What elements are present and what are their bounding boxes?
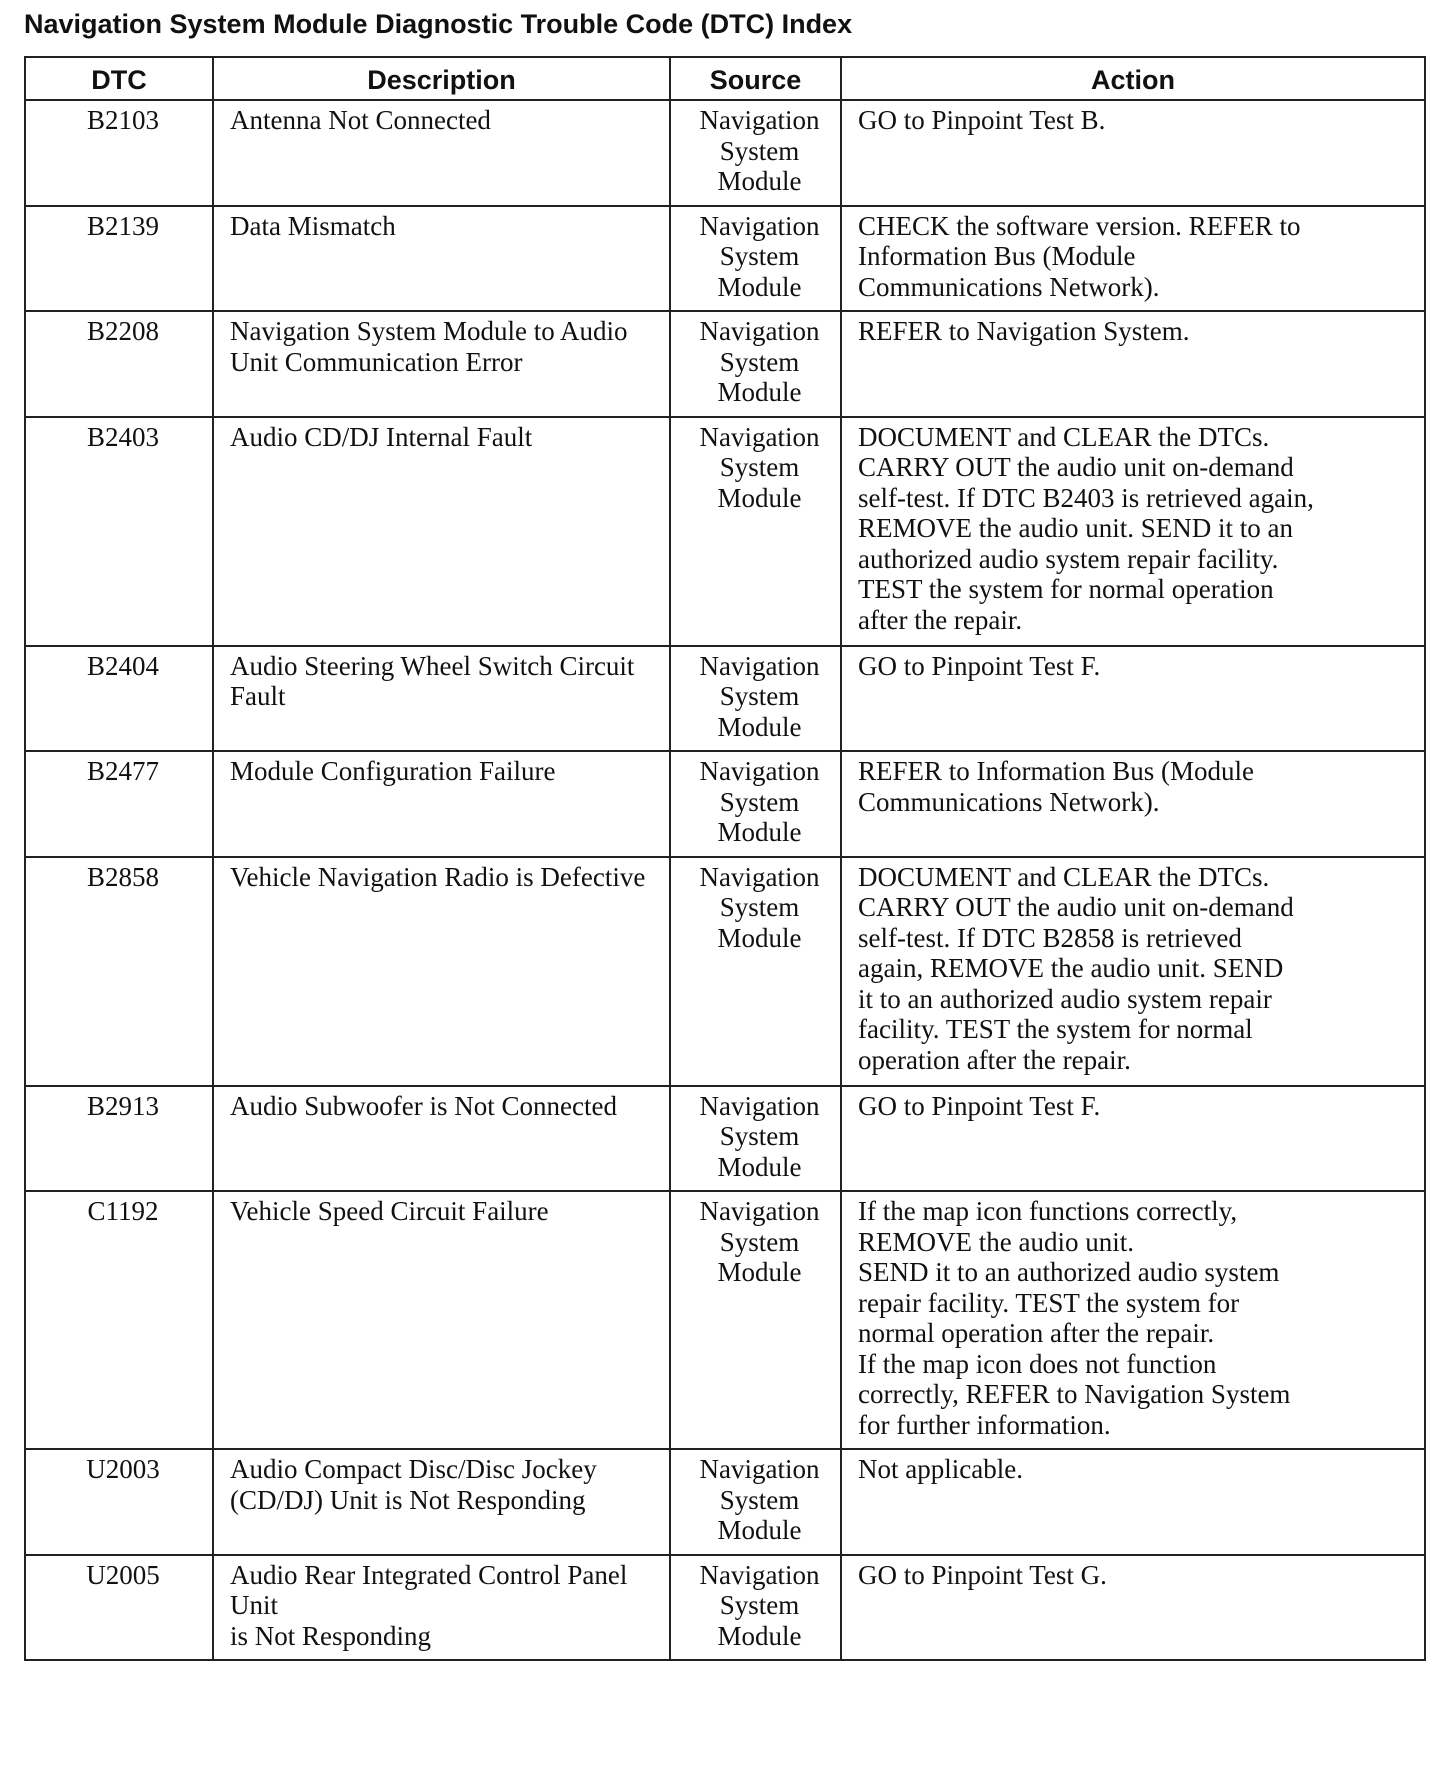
column-header-dtc: DTC (25, 57, 213, 100)
dtc-description: Audio Rear Integrated Control Panel Unit is Not Responding (213, 1555, 670, 1661)
dtc-action: GO to Pinpoint Test B. (841, 100, 1425, 206)
dtc-action: Not applicable. (841, 1449, 1425, 1555)
dtc-source: Navigation System Module (670, 417, 841, 646)
column-header-source: Source (670, 57, 841, 100)
dtc-code: B2208 (25, 311, 213, 417)
column-header-action: Action (841, 57, 1425, 100)
dtc-code: B2477 (25, 751, 213, 857)
table-header-row (25, 57, 1425, 100)
dtc-code: C1192 (25, 1191, 213, 1449)
table-row (25, 1449, 1425, 1555)
dtc-source: Navigation System Module (670, 100, 841, 206)
dtc-description: Audio Subwoofer is Not Connected (213, 1086, 670, 1192)
column-header-description: Description (213, 57, 670, 100)
dtc-action: GO to Pinpoint Test G. (841, 1555, 1425, 1661)
dtc-description: Audio Compact Disc/Disc Jockey (CD/DJ) Unit is Not Responding (213, 1449, 670, 1555)
dtc-description: Navigation System Module to Audio Unit Communication Error (213, 311, 670, 417)
dtc-code: U2003 (25, 1449, 213, 1555)
dtc-source: Navigation System Module (670, 1449, 841, 1555)
dtc-source: Navigation System Module (670, 751, 841, 857)
table-row (25, 311, 1425, 417)
dtc-code: B2139 (25, 206, 213, 312)
dtc-code: B2103 (25, 100, 213, 206)
dtc-source: Navigation System Module (670, 1555, 841, 1661)
table-row (25, 646, 1425, 752)
dtc-index-table (24, 56, 1426, 1661)
table-row (25, 1191, 1425, 1449)
table-row (25, 751, 1425, 857)
dtc-source: Navigation System Module (670, 1086, 841, 1192)
table-row (25, 206, 1425, 312)
dtc-source: Navigation System Module (670, 857, 841, 1086)
dtc-code: B2404 (25, 646, 213, 752)
dtc-action: DOCUMENT and CLEAR the DTCs. CARRY OUT the audio unit on-demand self-test. If DTC B2858 is retrieved again, REMOVE the audio unit. SEND it to an authorized audio system repair facility. TEST the system for normal operation after the repair. (841, 857, 1425, 1086)
dtc-action: CHECK the software version. REFER to Information Bus (Module Communications Network). (841, 206, 1425, 312)
dtc-source: Navigation System Module (670, 1191, 841, 1449)
dtc-action: REFER to Navigation System. (841, 311, 1425, 417)
dtc-description: Audio Steering Wheel Switch Circuit Fault (213, 646, 670, 752)
dtc-action: DOCUMENT and CLEAR the DTCs. CARRY OUT the audio unit on-demand self-test. If DTC B2403 is retrieved again, REMOVE the audio unit. SEND it to an authorized audio system repair facility. TEST the system for normal operation after the repair. (841, 417, 1425, 646)
table-row (25, 1086, 1425, 1192)
dtc-code: B2858 (25, 857, 213, 1086)
dtc-action: GO to Pinpoint Test F. (841, 1086, 1425, 1192)
table-row (25, 1555, 1425, 1661)
dtc-description: Vehicle Navigation Radio is Defective (213, 857, 670, 1086)
dtc-code: U2005 (25, 1555, 213, 1661)
dtc-action: REFER to Information Bus (Module Communications Network). (841, 751, 1425, 857)
table-row (25, 857, 1425, 1086)
table-row (25, 417, 1425, 646)
dtc-code: B2913 (25, 1086, 213, 1192)
dtc-description: Data Mismatch (213, 206, 670, 312)
dtc-action: If the map icon functions correctly, REMOVE the audio unit. SEND it to an authorized audio system repair facility. TEST the system for normal operation after the repair. If the map icon does not function correctly, REFER to Navigation System for further information. (841, 1191, 1425, 1449)
dtc-description: Vehicle Speed Circuit Failure (213, 1191, 670, 1449)
dtc-code: B2403 (25, 417, 213, 646)
page-title: Navigation System Module Diagnostic Trouble Code (DTC) Index (24, 9, 853, 39)
table-row (25, 100, 1425, 206)
dtc-source: Navigation System Module (670, 311, 841, 417)
dtc-description: Audio CD/DJ Internal Fault (213, 417, 670, 646)
dtc-action: GO to Pinpoint Test F. (841, 646, 1425, 752)
dtc-source: Navigation System Module (670, 646, 841, 752)
dtc-source: Navigation System Module (670, 206, 841, 312)
dtc-description: Antenna Not Connected (213, 100, 670, 206)
dtc-description: Module Configuration Failure (213, 751, 670, 857)
